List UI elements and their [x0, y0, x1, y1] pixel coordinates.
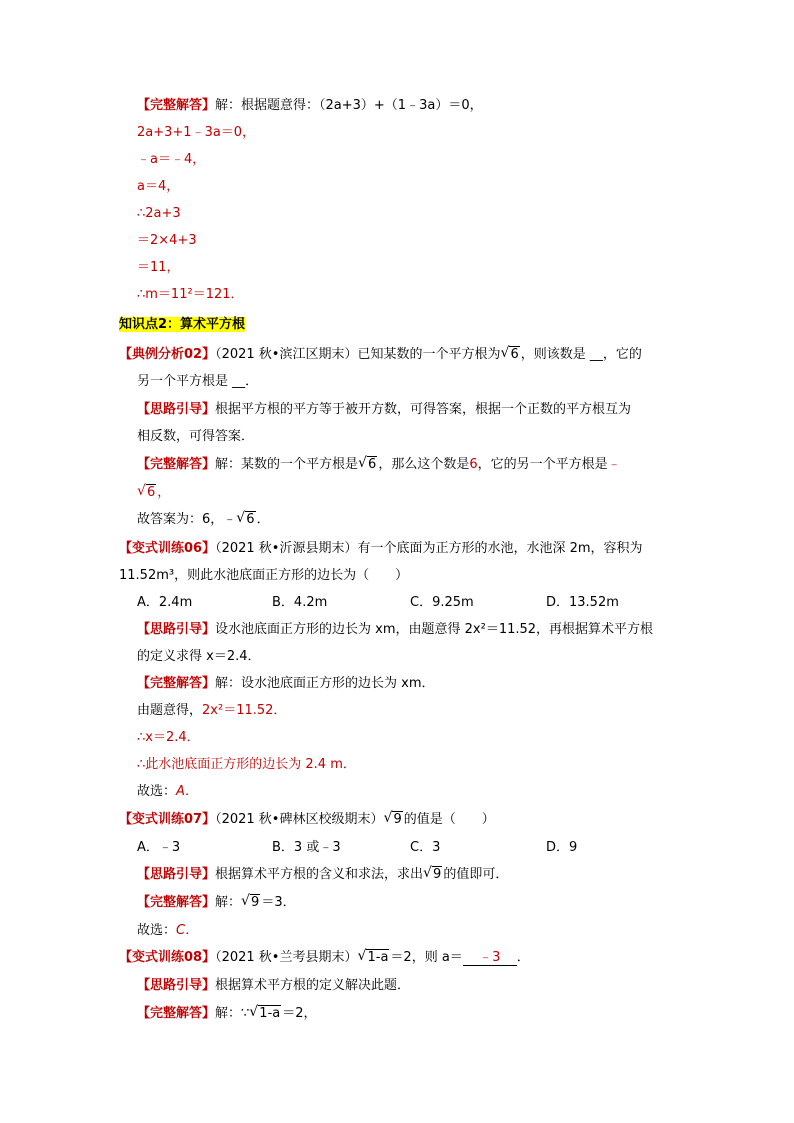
variant-tag: 【变式训练08】: [119, 950, 216, 965]
sqrt-expression: √ 9: [241, 893, 260, 910]
hint-tag: 【思路引导】: [137, 402, 216, 417]
answer-text: 解：根据题意得：（2a+3）+（1﹣3a）＝0，: [215, 98, 483, 113]
option-a[interactable]: A．﹣3: [137, 840, 181, 855]
complete-answer-line: 【完整解答】解：设水池底面正方形的边长为 xm．: [137, 676, 435, 691]
sqrt-expression: √ 6: [137, 483, 156, 500]
option-c[interactable]: C．3: [410, 840, 441, 855]
example-02-line-2: 另一个平方根是 __．: [137, 374, 259, 389]
variant-07-line-1: 【变式训练07】（2021 秋•碑林区校级期末） √ 9 的值是（ ）: [119, 810, 495, 830]
sqrt-expression: √ 1-a: [357, 948, 389, 965]
sqrt-expression: √ 9: [383, 810, 402, 827]
variant-06-line-1: 【变式训练06】（2021 秋•沂源县期末）有一个底面为正方形的水池，水池深 2m，容积为: [119, 541, 643, 556]
answer-step: ﹣a＝﹣4，: [137, 152, 206, 167]
variant-tag: 【变式训练07】: [119, 812, 216, 827]
sqrt-expression: √ 9: [423, 865, 442, 882]
complete-answer-tag: 【完整解答】: [137, 895, 216, 910]
answer-step: ∴m＝11²＝121．: [137, 287, 244, 302]
answer-step: a＝4，: [137, 179, 180, 194]
complete-answer-tag: 【完整解答】: [137, 98, 216, 113]
hint-tag: 【思路引导】: [137, 978, 216, 993]
example-tag: 【典例分析02】: [119, 347, 216, 362]
complete-answer-tag: 【完整解答】: [137, 457, 216, 472]
answer-step: ∴x＝2.4．: [137, 730, 200, 745]
complete-answer-line: [137, 96, 483, 116]
answer-step: ∴此水池底面正方形的边长为 2.4 m．: [137, 757, 356, 772]
hint-line: 相反数，可得答案．: [137, 429, 255, 444]
answer-final: 故答案为：6，﹣ √ 6 ．: [137, 510, 270, 530]
variant-tag: 【变式训练06】: [119, 541, 216, 556]
answer-step: ∴2a+3: [137, 206, 181, 221]
answer-step: 2a+3+1﹣3a＝0，: [137, 125, 256, 140]
hint-line: 【思路引导】根据算术平方根的含义和求法，求出 √ 9 的值即可．: [137, 865, 508, 885]
hint-line: 【思路引导】根据算术平方根的定义解决此题．: [137, 978, 411, 993]
sqrt-expression: √ 6: [358, 455, 377, 472]
example-02-line-1: 【典例分析02】（2021 秋•滨江区期末）已知某数的一个平方根为 √ 6 ，则该数是 __，它的: [119, 345, 642, 365]
option-a[interactable]: A．2.4m: [137, 595, 193, 610]
options-row: [0, 593, 794, 613]
complete-answer-tag: 【完整解答】: [137, 676, 216, 691]
option-b[interactable]: B．3 或﹣3: [272, 840, 341, 855]
complete-answer-line: 【完整解答】解：某数的一个平方根是 √ 6 ，那么这个数是6，它的另一个平方根是﹣: [137, 455, 621, 475]
section-title: 知识点2：算术平方根: [119, 317, 246, 332]
answer-final: 故选：A．: [137, 784, 198, 799]
complete-answer-tag: 【完整解答】: [137, 1006, 216, 1021]
sqrt-expression: √ 1-a: [249, 1004, 281, 1021]
sqrt-expression: √ 6: [236, 510, 255, 527]
complete-answer-line: 【完整解答】解：∵ √ 1-a ＝2，: [137, 1004, 317, 1024]
complete-answer-line: 【完整解答】解： √ 9 ＝3．: [137, 893, 296, 913]
variant-08-line-1: 【变式训练08】（2021 秋•兰考县期末） √ 1-a ＝2，则 a＝ ﹣3 ．: [119, 948, 530, 968]
answer-step: √ 6 ，: [137, 483, 170, 503]
hint-tag: 【思路引导】: [137, 622, 216, 637]
answer-blank: ﹣3: [463, 950, 517, 966]
hint-line: 【思路引导】根据平方根的平方等于被开方数，可得答案，根据一个正数的平方根互为: [137, 402, 632, 417]
answer-final: 故选：C．: [137, 923, 199, 938]
answer-step: ＝11，: [137, 260, 180, 275]
option-d[interactable]: D．9: [546, 840, 578, 855]
options-row: [0, 838, 794, 858]
sqrt-expression: √ 6: [500, 345, 519, 362]
hint-line: 的定义求得 x＝2.4．: [137, 649, 261, 664]
answer-step: ＝2×4+3: [137, 233, 197, 248]
option-d[interactable]: D．13.52m: [546, 595, 619, 610]
option-c[interactable]: C．9.25m: [410, 595, 474, 610]
hint-tag: 【思路引导】: [137, 867, 216, 882]
hint-line: 【思路引导】设水池底面正方形的边长为 xm，由题意得 2x²＝11.52，再根据算术平方根: [137, 622, 654, 637]
answer-step: 由题意得，2x²＝11.52．: [137, 703, 287, 718]
variant-06-line-2: 11.52m³，则此水池底面正方形的边长为（ ）: [119, 568, 409, 583]
option-b[interactable]: B．4.2m: [272, 595, 328, 610]
